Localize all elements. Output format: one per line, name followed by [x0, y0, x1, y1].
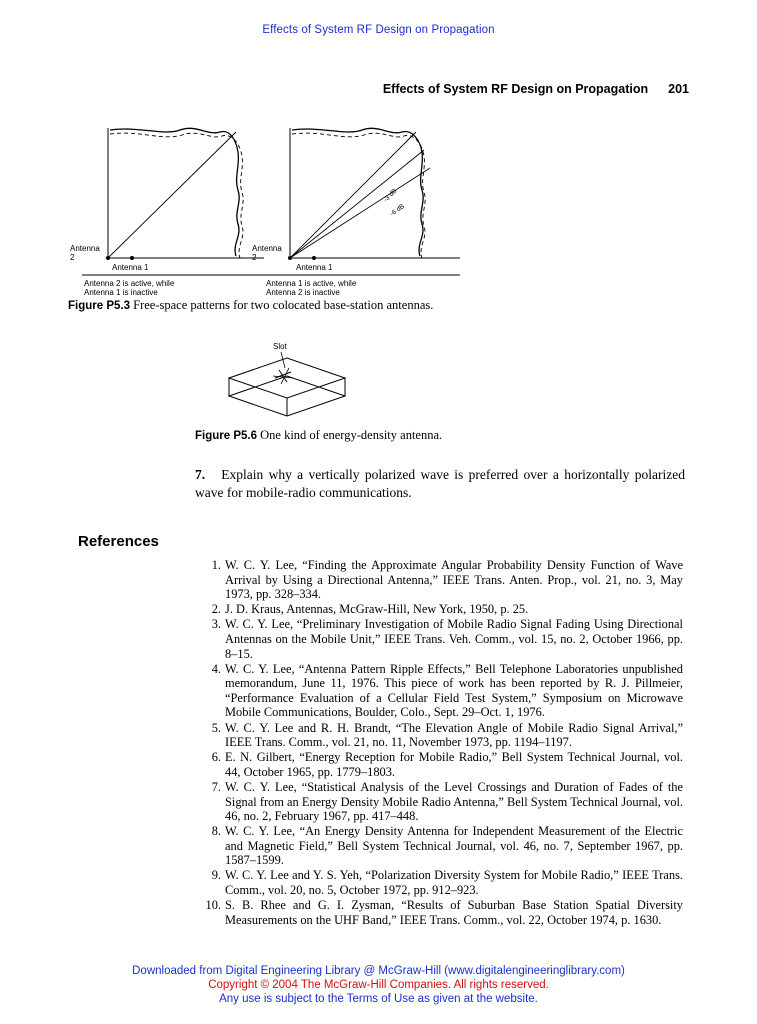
figure-p5-3-graphic	[68, 120, 498, 297]
reference-number: 9.	[211, 868, 221, 883]
reference-number: 4.	[211, 661, 221, 676]
left-note-line2: Antenna 1 is inactive	[84, 288, 158, 297]
reference-text: W. C. Y. Lee and Y. S. Yeh, “Polarization Diversity System for Mobile Radio,” IEEE Trans. Comm., vol. 20, no. 5, October 1972, pp. 912–923.	[225, 868, 683, 898]
reference-item	[205, 617, 683, 661]
running-head-title: Effects of System RF Design on Propagation	[382, 82, 649, 96]
left-antenna1-label: Antenna 1	[112, 263, 149, 272]
problem-number: 7.	[195, 467, 206, 482]
right-antenna1-label: Antenna 1	[296, 263, 333, 272]
right-antenna2-label-line2: 2	[252, 253, 257, 262]
figure-p5-3-caption	[68, 298, 488, 314]
running-head	[383, 82, 689, 96]
figure-p5-6-label: Figure P5.6	[195, 430, 257, 442]
reference-number: 6.	[211, 750, 221, 765]
reference-number: 5.	[211, 720, 221, 735]
reference-number: 8.	[211, 824, 221, 839]
reference-item	[205, 868, 683, 897]
reference-item	[205, 558, 683, 602]
right-note-line2: Antenna 2 is inactive	[266, 288, 340, 297]
figure-p5-6-caption	[195, 428, 615, 444]
problem-item	[195, 466, 685, 502]
reference-number: 1.	[211, 558, 221, 572]
reference-text: W. C. Y. Lee, “Antenna Pattern Ripple Effects,” Bell Telephone Laboratories unpublished memorandum, June 11, 1976. This piece of work has been reported by R. J. Pillmeier, “Performance Evaluation of a Cellular Field Test System,” Symposium on Microwave Mobile Communications, Boulder, Colo., Sept. 29–Oct. 1, 1976.	[225, 661, 683, 720]
figure-p5-3-caption-text: Free-space patterns for two colocated base-station antennas.	[133, 298, 434, 312]
reference-text: W. C. Y. Lee, “An Energy Density Antenna for Independent Measurement of the Electric and Magnetic Field,” Bell System Technical Journal, vol. 46, no. 7, September 1967, pp. 1587–1599.	[225, 824, 683, 868]
left-antenna2-label-line1: Antenna	[70, 244, 100, 253]
reference-number: 10.	[205, 898, 221, 913]
reference-text: E. N. Gilbert, “Energy Reception for Mobile Radio,” Bell System Technical Journal, vol. 44, October 1965, pp. 1779–1803.	[225, 750, 683, 779]
reference-number: 3.	[211, 617, 221, 632]
figure-p5-3-label: Figure P5.3	[68, 300, 130, 312]
reference-item	[205, 662, 683, 720]
reference-text: W. C. Y. Lee and R. H. Brandt, “The Elevation Angle of Mobile Radio Signal Arrival,” IEEE Trans. Comm., vol. 21, no. 11, November 1973, pp. 1194–1197.	[225, 720, 683, 750]
reference-text: W. C. Y. Lee, “Preliminary Investigation of Mobile Radio Signal Fading Using Directional Antennas on the Mobile Unit,” IEEE Trans. Veh. Comm., vol. 15, no. 2, October 1966, pp. 8–15.	[225, 617, 683, 661]
reference-text: W. C. Y. Lee, “Finding the Approximate Angular Probability Density Function of Wave Arrival by Using a Directional Antenna,” IEEE Trans. Anten. Prop., vol. 21, no. 3, May 1973, pp. 328–334.	[225, 558, 683, 602]
left-note-line1: Antenna 2 is active, while	[84, 279, 175, 288]
reference-item	[205, 750, 683, 779]
footer-line-terms: Any use is subject to the Terms of Use as given at the website.	[219, 993, 538, 1005]
references-heading: References	[78, 533, 159, 550]
problem-text: Explain why a vertically polarized wave is preferred over a horizontally polarized wave for mobile-radio communications.	[195, 467, 686, 500]
reference-item	[205, 780, 683, 824]
slot-label: Slot	[273, 342, 287, 351]
reference-text: J. D. Kraus, Antennas, McGraw-Hill, New York, 1950, p. 25.	[225, 602, 529, 617]
reference-item	[205, 721, 683, 750]
reference-text: W. C. Y. Lee, “Statistical Analysis of the Level Crossings and Duration of Fades of the Signal from an Energy Density Mobile Radio Antenna,” Bell System Technical Journal, vol. 46, no. 2, February 1967, pp. 417–448.	[225, 779, 683, 824]
figure-p5-6-caption-text: One kind of energy-density antenna.	[260, 428, 443, 442]
references-list	[205, 558, 683, 928]
right-note-line1: Antenna 1 is active, while	[266, 279, 357, 288]
reference-item	[205, 824, 683, 868]
reference-text: S. B. Rhee and G. I. Zysman, “Results of Suburban Base Station Spatial Diversity Measurements on the UHF Band,” IEEE Trans. Comm., vol. 22, October 1974, p. 1630.	[225, 898, 683, 927]
footer-line-copyright: Copyright © 2004 The McGraw-Hill Companies. All rights reserved.	[208, 979, 549, 991]
figure-p5-6-graphic	[195, 340, 375, 425]
right-db-label-3db: -3 dB	[382, 187, 399, 204]
page-footer	[0, 964, 757, 1006]
reference-item	[205, 602, 683, 617]
reference-number: 7.	[211, 779, 221, 794]
left-antenna2-label-line2: 2	[70, 253, 75, 262]
reference-number: 2.	[211, 602, 221, 617]
page-top-link: Effects of System RF Design on Propagation	[262, 24, 495, 36]
right-antenna2-label-line1: Antenna	[252, 244, 282, 253]
footer-line-download: Downloaded from Digital Engineering Library @ McGraw-Hill (www.digitalengineeringlibrary.com)	[132, 965, 625, 977]
right-db-label-6db: -6 dB	[389, 202, 406, 218]
reference-item	[205, 898, 683, 927]
page-number: 201	[668, 82, 689, 96]
